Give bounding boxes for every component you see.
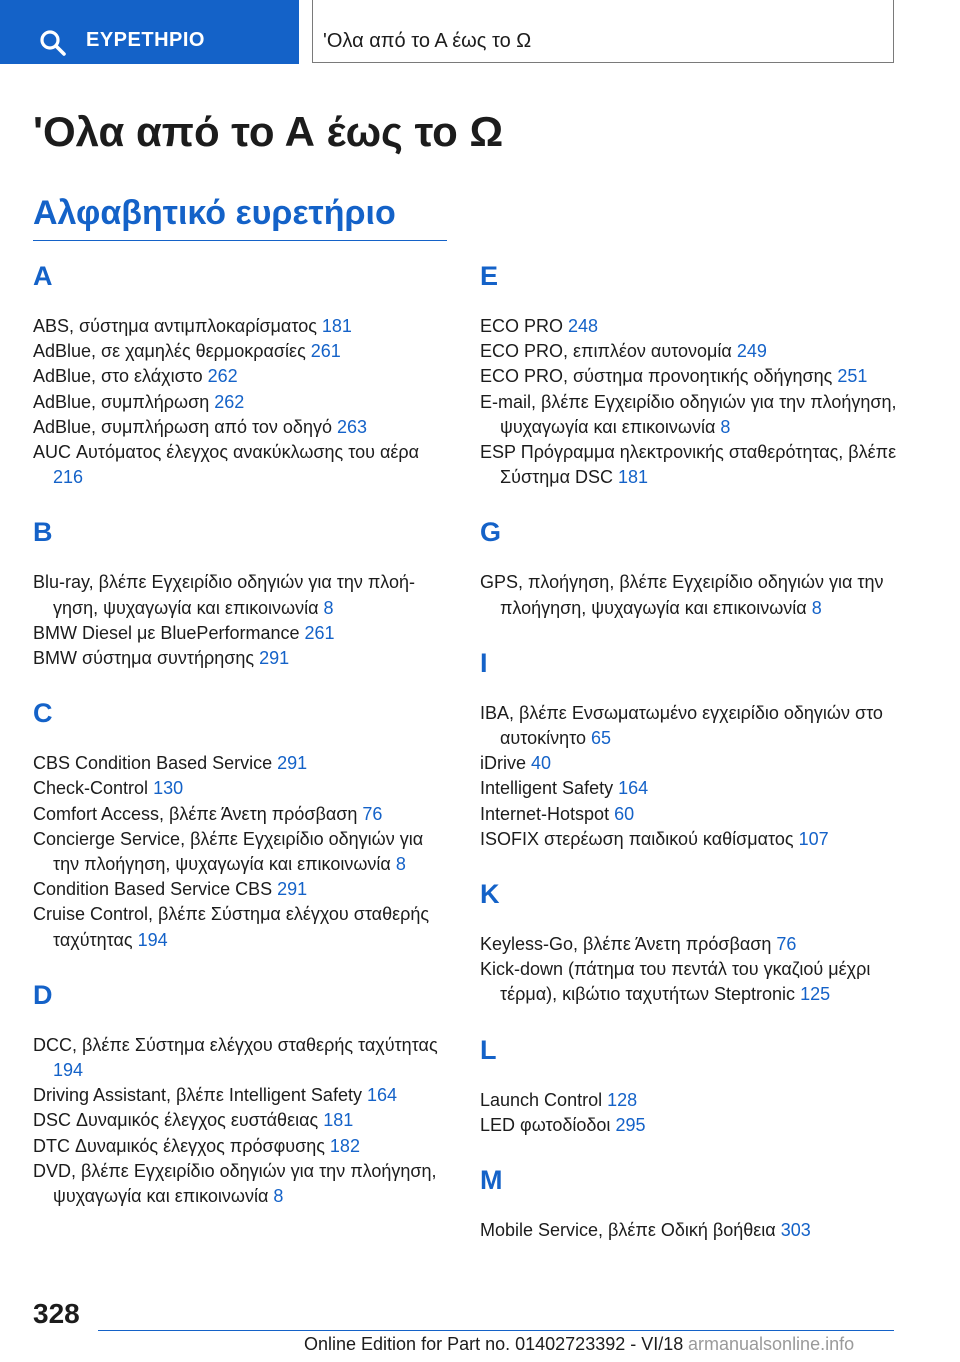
index-entries — [480, 1088, 900, 1138]
index-page-link[interactable]: 130 — [153, 778, 184, 799]
index-entry — [33, 364, 453, 389]
index-letter: G — [480, 517, 502, 548]
index-group — [480, 516, 900, 620]
index-entry — [33, 1033, 453, 1083]
index-entry — [480, 570, 900, 620]
index-entries — [480, 314, 900, 490]
index-group — [480, 1034, 900, 1138]
edition-note: Online Edition for Part no. 01402723392 - VI/18 — [304, 1334, 684, 1354]
index-entry — [480, 390, 900, 440]
index-page-link[interactable]: 164 — [618, 778, 649, 799]
index-entry-text: Blu-ray, βλέπε Εγχειρίδιο οδηγιών για την πλοήγηση, ψυχαγωγία και επικοινωνία — [33, 572, 416, 618]
index-group — [480, 647, 900, 852]
index-entry-text: ABS, σύστημα αντιμπλοκαρίσματος — [33, 316, 317, 336]
index-entry-text: ESP Πρόγραμμα ηλεκτρονικής σταθερότητας, βλέπε Σύστημα DSC — [480, 442, 897, 488]
index-letter: L — [480, 1034, 497, 1065]
index-entry-text: DSC Δυναμικός έλεγχος ευστάθειας — [33, 1110, 319, 1131]
index-page-link[interactable]: 262 — [214, 391, 245, 412]
index-entry — [33, 339, 453, 364]
index-entry-text: BMW Diesel με BluePerformance — [33, 622, 300, 643]
index-letter: A — [33, 261, 53, 291]
index-entry — [33, 314, 453, 339]
index-entry — [480, 1088, 900, 1113]
index-entry-text: DVD, βλέπε Εγχειρίδιο οδηγιών για την πλοήγηση, ψυχαγωγία και επικοινωνία — [33, 1160, 437, 1207]
index-page-link[interactable]: 295 — [615, 1114, 646, 1135]
index-group — [33, 979, 453, 1209]
index-entry — [33, 902, 453, 952]
index-page-link[interactable]: 263 — [336, 416, 368, 437]
index-entry — [480, 364, 900, 389]
index-entry — [33, 1108, 453, 1133]
index-entry-text: AdBlue, σε χαμηλές θερμοκρασίες — [33, 341, 306, 362]
index-page-link[interactable]: 8 — [323, 597, 334, 618]
index-page-link[interactable]: 291 — [277, 879, 308, 900]
index-entry-text: BMW σύστημα συντήρησης — [33, 648, 255, 669]
index-page-link[interactable]: 76 — [776, 934, 797, 955]
breadcrumb[interactable] — [312, 0, 894, 63]
index-entries — [33, 570, 453, 671]
index-entry — [480, 802, 900, 827]
index-page-link[interactable]: 181 — [323, 1110, 354, 1131]
index-page-link[interactable]: 128 — [607, 1089, 638, 1110]
index-entry-text: GPS, πλοήγηση, βλέπε Εγχειρίδιο οδηγιών για την πλοήγηση, ψυχαγωγία και επικοινωνία — [480, 572, 884, 618]
index-entry — [33, 776, 453, 801]
index-entry-text: AdBlue, συμπλήρωση από τον οδηγό — [33, 416, 332, 437]
index-page-link[interactable]: 65 — [591, 728, 612, 749]
index-letter: I — [480, 647, 488, 678]
index-group — [33, 260, 453, 490]
index-entry — [480, 440, 900, 490]
index-group — [480, 878, 900, 1008]
index-column-left — [33, 260, 453, 1235]
index-page-link[interactable]: 8 — [720, 416, 731, 437]
index-entry-text: Keyless-Go, βλέπε Άνετη πρόσβαση — [480, 934, 772, 955]
index-entries — [480, 932, 900, 1008]
index-page-link[interactable]: 261 — [304, 622, 335, 643]
index-entry-text: AdBlue, στο ελάχιστο — [33, 366, 203, 387]
index-entry-text: AUC Αυτόματος έλεγχος ανακύκλωσης του αέρα — [33, 442, 420, 463]
index-tab-label: ΕΥΡΕΤΗΡΙΟ — [86, 29, 205, 51]
index-entry — [480, 339, 900, 364]
index-page-link[interactable]: 181 — [321, 316, 352, 336]
index-page-link[interactable]: 76 — [362, 803, 383, 824]
index-page-link[interactable]: 8 — [395, 854, 406, 875]
index-entry — [33, 1159, 453, 1209]
index-page-link[interactable]: 261 — [310, 341, 341, 362]
index-entry — [480, 827, 900, 852]
index-entry — [480, 701, 900, 751]
index-page-link[interactable]: 8 — [273, 1186, 284, 1207]
index-entry-text: Cruise Control, βλέπε Σύστημα ελέγχου σταθερής ταχύτητας — [33, 904, 430, 950]
index-entries — [480, 570, 900, 620]
index-entry — [33, 877, 453, 902]
index-entry — [480, 1113, 900, 1138]
index-tab[interactable] — [0, 0, 299, 64]
index-letter: E — [480, 261, 499, 291]
index-entry-text: LED φωτοδίοδοι — [480, 1114, 611, 1135]
index-entry-text: Kick-down (πάτημα του πεντάλ του γκαζιού μέχρι τέρμα), κιβώτιο ταχυτήτων Steptronic — [480, 959, 871, 1005]
index-entry-text: Launch Control — [480, 1089, 603, 1110]
index-page-link[interactable]: 249 — [736, 341, 767, 362]
index-entry-text: AdBlue, συμπλήρωση — [33, 391, 210, 412]
index-page-link[interactable]: 194 — [53, 1060, 84, 1081]
index-entry-text: iDrive — [480, 753, 527, 774]
index-entry — [480, 314, 900, 339]
index-page-link[interactable]: 181 — [618, 467, 649, 488]
index-entry — [480, 751, 900, 776]
index-entry — [33, 646, 453, 671]
index-entry — [480, 957, 900, 1007]
index-entries — [33, 314, 453, 490]
index-entry — [33, 570, 453, 620]
index-letter: C — [33, 698, 53, 729]
index-page-link[interactable]: 164 — [366, 1085, 398, 1106]
index-entry — [33, 621, 453, 646]
index-entry — [33, 1083, 453, 1108]
index-entry-text: CBS Condition Based Service — [33, 753, 273, 774]
index-entry-text: Concierge Service, βλέπε Εγχειρίδιο οδηγιών για την πλοήγηση, ψυχαγωγία και επικοινωνία — [33, 828, 424, 875]
index-page-link[interactable]: 251 — [837, 366, 868, 387]
index-entries — [33, 1033, 453, 1209]
index-letter: D — [33, 979, 53, 1010]
index-entry-text: IBA, βλέπε Ενσωματωμένο εγχειρίδιο οδηγιών στο αυτοκίνητο — [480, 702, 883, 749]
footer-divider — [98, 1330, 894, 1331]
index-group — [480, 1164, 900, 1243]
index-entry-text: ECO PRO — [480, 316, 564, 336]
index-entry-text: Condition Based Service CBS — [33, 879, 273, 900]
index-page-link[interactable]: 216 — [53, 467, 84, 488]
section-divider — [33, 240, 447, 241]
index-page-link[interactable]: 40 — [531, 753, 552, 774]
index-entry-text: ECO PRO, σύστημα προνοητικής οδήγησης — [480, 366, 833, 387]
index-page-link[interactable]: 107 — [798, 828, 829, 849]
index-page-link[interactable]: 262 — [207, 366, 238, 387]
index-entry — [33, 390, 453, 415]
index-entry — [33, 751, 453, 776]
index-entry — [480, 1218, 900, 1243]
index-page-link[interactable]: 194 — [137, 929, 168, 950]
index-page-link[interactable]: 182 — [329, 1135, 360, 1156]
index-page-link[interactable]: 125 — [800, 984, 831, 1005]
index-entry — [480, 932, 900, 957]
index-entry-text: DCC, βλέπε Σύστημα ελέγχου σταθερής ταχύτητας — [33, 1034, 438, 1055]
index-group — [33, 697, 453, 953]
index-entry-text: Intelligent Safety — [480, 778, 614, 799]
index-entry-text: Internet-Hotspot — [480, 803, 610, 824]
index-page-link[interactable]: 8 — [811, 597, 822, 618]
index-entry — [33, 440, 453, 490]
index-entry-text: ISOFIX στερέωση παιδικού καθίσματος — [480, 828, 794, 849]
index-entry-text: DTC Δυναμικός έλεγχος πρόσφυσης — [33, 1135, 325, 1156]
index-entry-text: ECO PRO, επιπλέον αυτονομία — [480, 341, 732, 362]
index-entry — [33, 802, 453, 827]
section-title: Αλφαβητικό ευρετήριο — [33, 194, 396, 232]
index-page-link[interactable]: 291 — [277, 753, 308, 774]
index-entry-text: Driving Assistant, βλέπε Intelligent Safety — [33, 1085, 362, 1106]
index-entries — [480, 1218, 900, 1243]
index-entries — [33, 751, 453, 953]
index-column-right — [480, 260, 900, 1269]
index-page-link[interactable]: 248 — [568, 316, 599, 336]
index-letter: B — [33, 517, 53, 548]
search-icon — [38, 28, 68, 58]
index-page-link[interactable]: 303 — [780, 1220, 811, 1241]
index-entry-text: E-mail, βλέπε Εγχειρίδιο οδηγιών για την πλοήγηση, ψυχαγωγία και επικοινωνία — [480, 391, 897, 437]
index-page-link[interactable]: 60 — [614, 803, 635, 824]
index-entry — [33, 415, 453, 440]
index-entry-text: Comfort Access, βλέπε Άνετη πρόσβαση — [33, 803, 358, 824]
index-entries — [480, 701, 900, 852]
index-entry — [33, 827, 453, 877]
watermark: armanualsonline.info — [688, 1334, 855, 1354]
index-group — [480, 260, 900, 490]
index-entry — [33, 1134, 453, 1159]
breadcrumb-label: 'Ολα από το Α έως το Ω — [323, 30, 532, 52]
index-entry — [480, 776, 900, 801]
index-letter: M — [480, 1165, 503, 1196]
page-title: 'Ολα από το Α έως το Ω — [33, 108, 504, 155]
index-entry-text: Mobile Service, βλέπε Οδική βοήθεια — [480, 1220, 776, 1241]
page-number: 328 — [33, 1298, 80, 1329]
index-group — [33, 516, 453, 671]
index-page-link[interactable]: 291 — [259, 648, 290, 669]
index-letter: K — [480, 879, 500, 910]
index-entry-text: Check-Control — [33, 778, 149, 799]
